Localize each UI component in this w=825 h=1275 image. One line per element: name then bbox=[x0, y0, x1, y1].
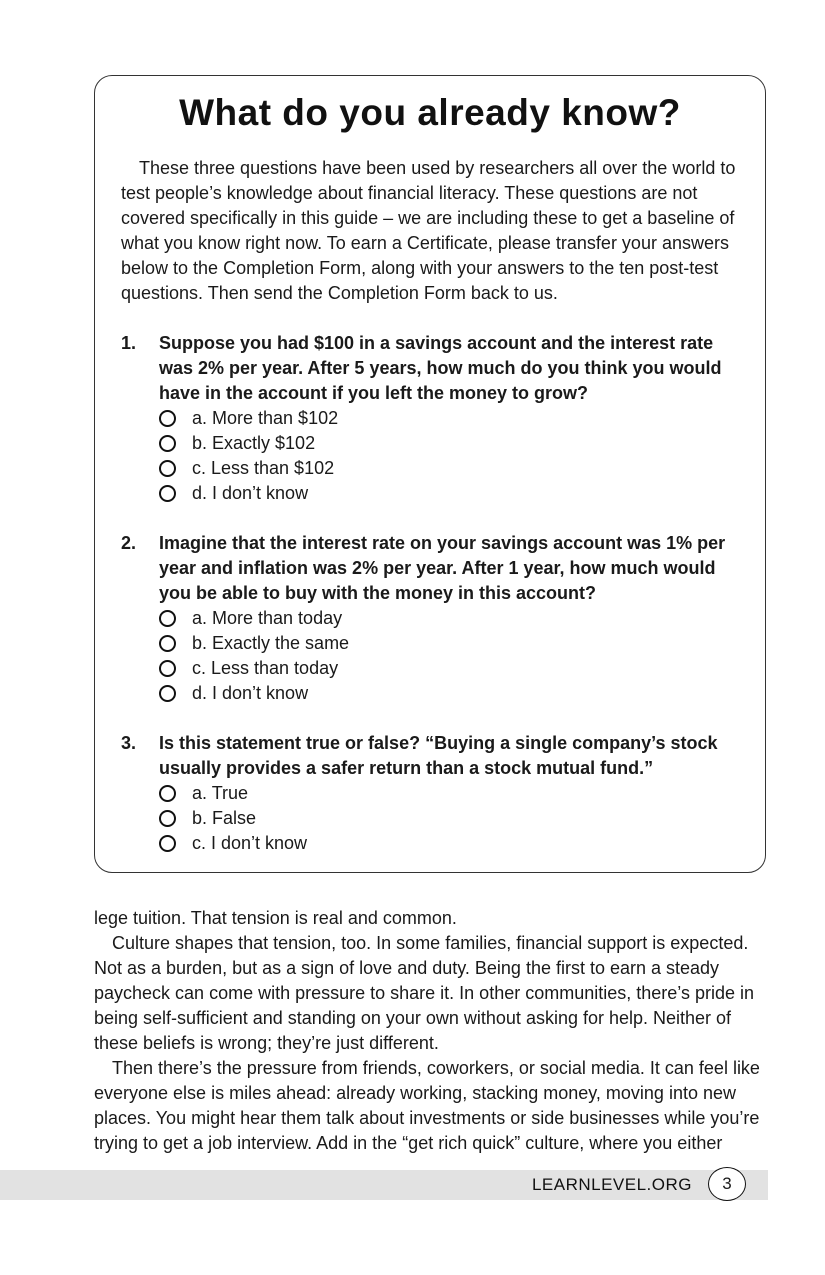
radio-icon[interactable] bbox=[159, 485, 176, 502]
option-label: a. More than $102 bbox=[192, 408, 339, 428]
option-row[interactable] bbox=[159, 631, 743, 656]
option-row[interactable] bbox=[159, 781, 743, 806]
radio-icon[interactable] bbox=[159, 785, 176, 802]
option-row[interactable] bbox=[159, 606, 743, 631]
radio-icon[interactable] bbox=[159, 635, 176, 652]
option-label: b. False bbox=[192, 808, 257, 828]
question-3 bbox=[121, 731, 743, 856]
radio-icon[interactable] bbox=[159, 610, 176, 627]
option-row[interactable] bbox=[159, 681, 743, 706]
option-label: c. Less than today bbox=[192, 658, 339, 678]
radio-icon[interactable] bbox=[159, 810, 176, 827]
option-label: b. Exactly the same bbox=[192, 633, 350, 653]
body-paragraph-3: Then there’s the pressure from friends, coworkers, or social media. It can feel like everyone else is miles ahead: already working, stacking money, moving into new places. You might hear them talk about investments or side businesses while you’re trying to get a job interview. Add in the “get rich quick” culture, where you either bbox=[94, 1058, 760, 1153]
body-paragraph-2: Culture shapes that tension, too. In some families, financial support is expected. Not as a burden, but as a sign of love and duty. Being the first to earn a steady paycheck can come with pressure to share it. In other communities, there’s pride in being self-sufficient and standing on your own without asking for help. Neither of these beliefs is wrong; they’re just different. bbox=[94, 933, 754, 1053]
option-label: b. Exactly $102 bbox=[192, 433, 316, 453]
question-text: Is this statement true or false? “Buying a single company’s stock usually provides a safer return than a stock mutual fund.” bbox=[159, 733, 718, 778]
question-number: 3. bbox=[121, 733, 137, 753]
question-number: 2. bbox=[121, 533, 137, 553]
option-row[interactable] bbox=[159, 831, 743, 856]
option-label: d. I don’t know bbox=[192, 683, 309, 703]
option-row[interactable] bbox=[159, 431, 743, 456]
question-text: Suppose you had $100 in a savings account and the interest rate was 2% per year. After 5 years, how much do you think you would have in the account if you left the money to grow? bbox=[159, 333, 722, 403]
quiz-title: What do you already know? bbox=[179, 92, 681, 133]
radio-icon[interactable] bbox=[159, 410, 176, 427]
radio-icon[interactable] bbox=[159, 835, 176, 852]
radio-icon[interactable] bbox=[159, 460, 176, 477]
radio-icon[interactable] bbox=[159, 685, 176, 702]
quiz-intro: These three questions have been used by researchers all over the world to test people’s knowledge about financial literacy. These questions are not covered specifically in this guide – we are including these to get a baseline of what you know right now. To earn a Certificate, please transfer your answers below to the Completion Form, along with your answers to the ten post-test questions. Then send the Completion Form back to us. bbox=[121, 158, 736, 303]
body-text bbox=[94, 906, 766, 1156]
option-label: a. True bbox=[192, 783, 249, 803]
option-label: c. I don’t know bbox=[192, 833, 308, 853]
question-2 bbox=[121, 531, 743, 706]
option-label: a. More than today bbox=[192, 608, 343, 628]
question-number: 1. bbox=[121, 333, 137, 353]
question-text: Imagine that the interest rate on your savings account was 1% per year and inflation was 2% per year. After 1 year, how much would you be able to buy with the money in this account? bbox=[159, 533, 726, 603]
radio-icon[interactable] bbox=[159, 660, 176, 677]
footer-site-name: LEARNLEVEL.ORG bbox=[531, 1175, 692, 1194]
page-number: 3 bbox=[708, 1167, 746, 1201]
option-row[interactable] bbox=[159, 456, 743, 481]
quiz-box bbox=[94, 75, 766, 873]
radio-icon[interactable] bbox=[159, 435, 176, 452]
option-row[interactable] bbox=[159, 656, 743, 681]
option-label: d. I don’t know bbox=[192, 483, 309, 503]
option-row[interactable] bbox=[159, 481, 743, 506]
footer-bar bbox=[0, 1170, 768, 1200]
option-label: c. Less than $102 bbox=[192, 458, 335, 478]
option-row[interactable] bbox=[159, 806, 743, 831]
body-paragraph-1: lege tuition. That tension is real and common. bbox=[94, 908, 457, 928]
option-row[interactable] bbox=[159, 406, 743, 431]
question-1 bbox=[121, 331, 743, 506]
